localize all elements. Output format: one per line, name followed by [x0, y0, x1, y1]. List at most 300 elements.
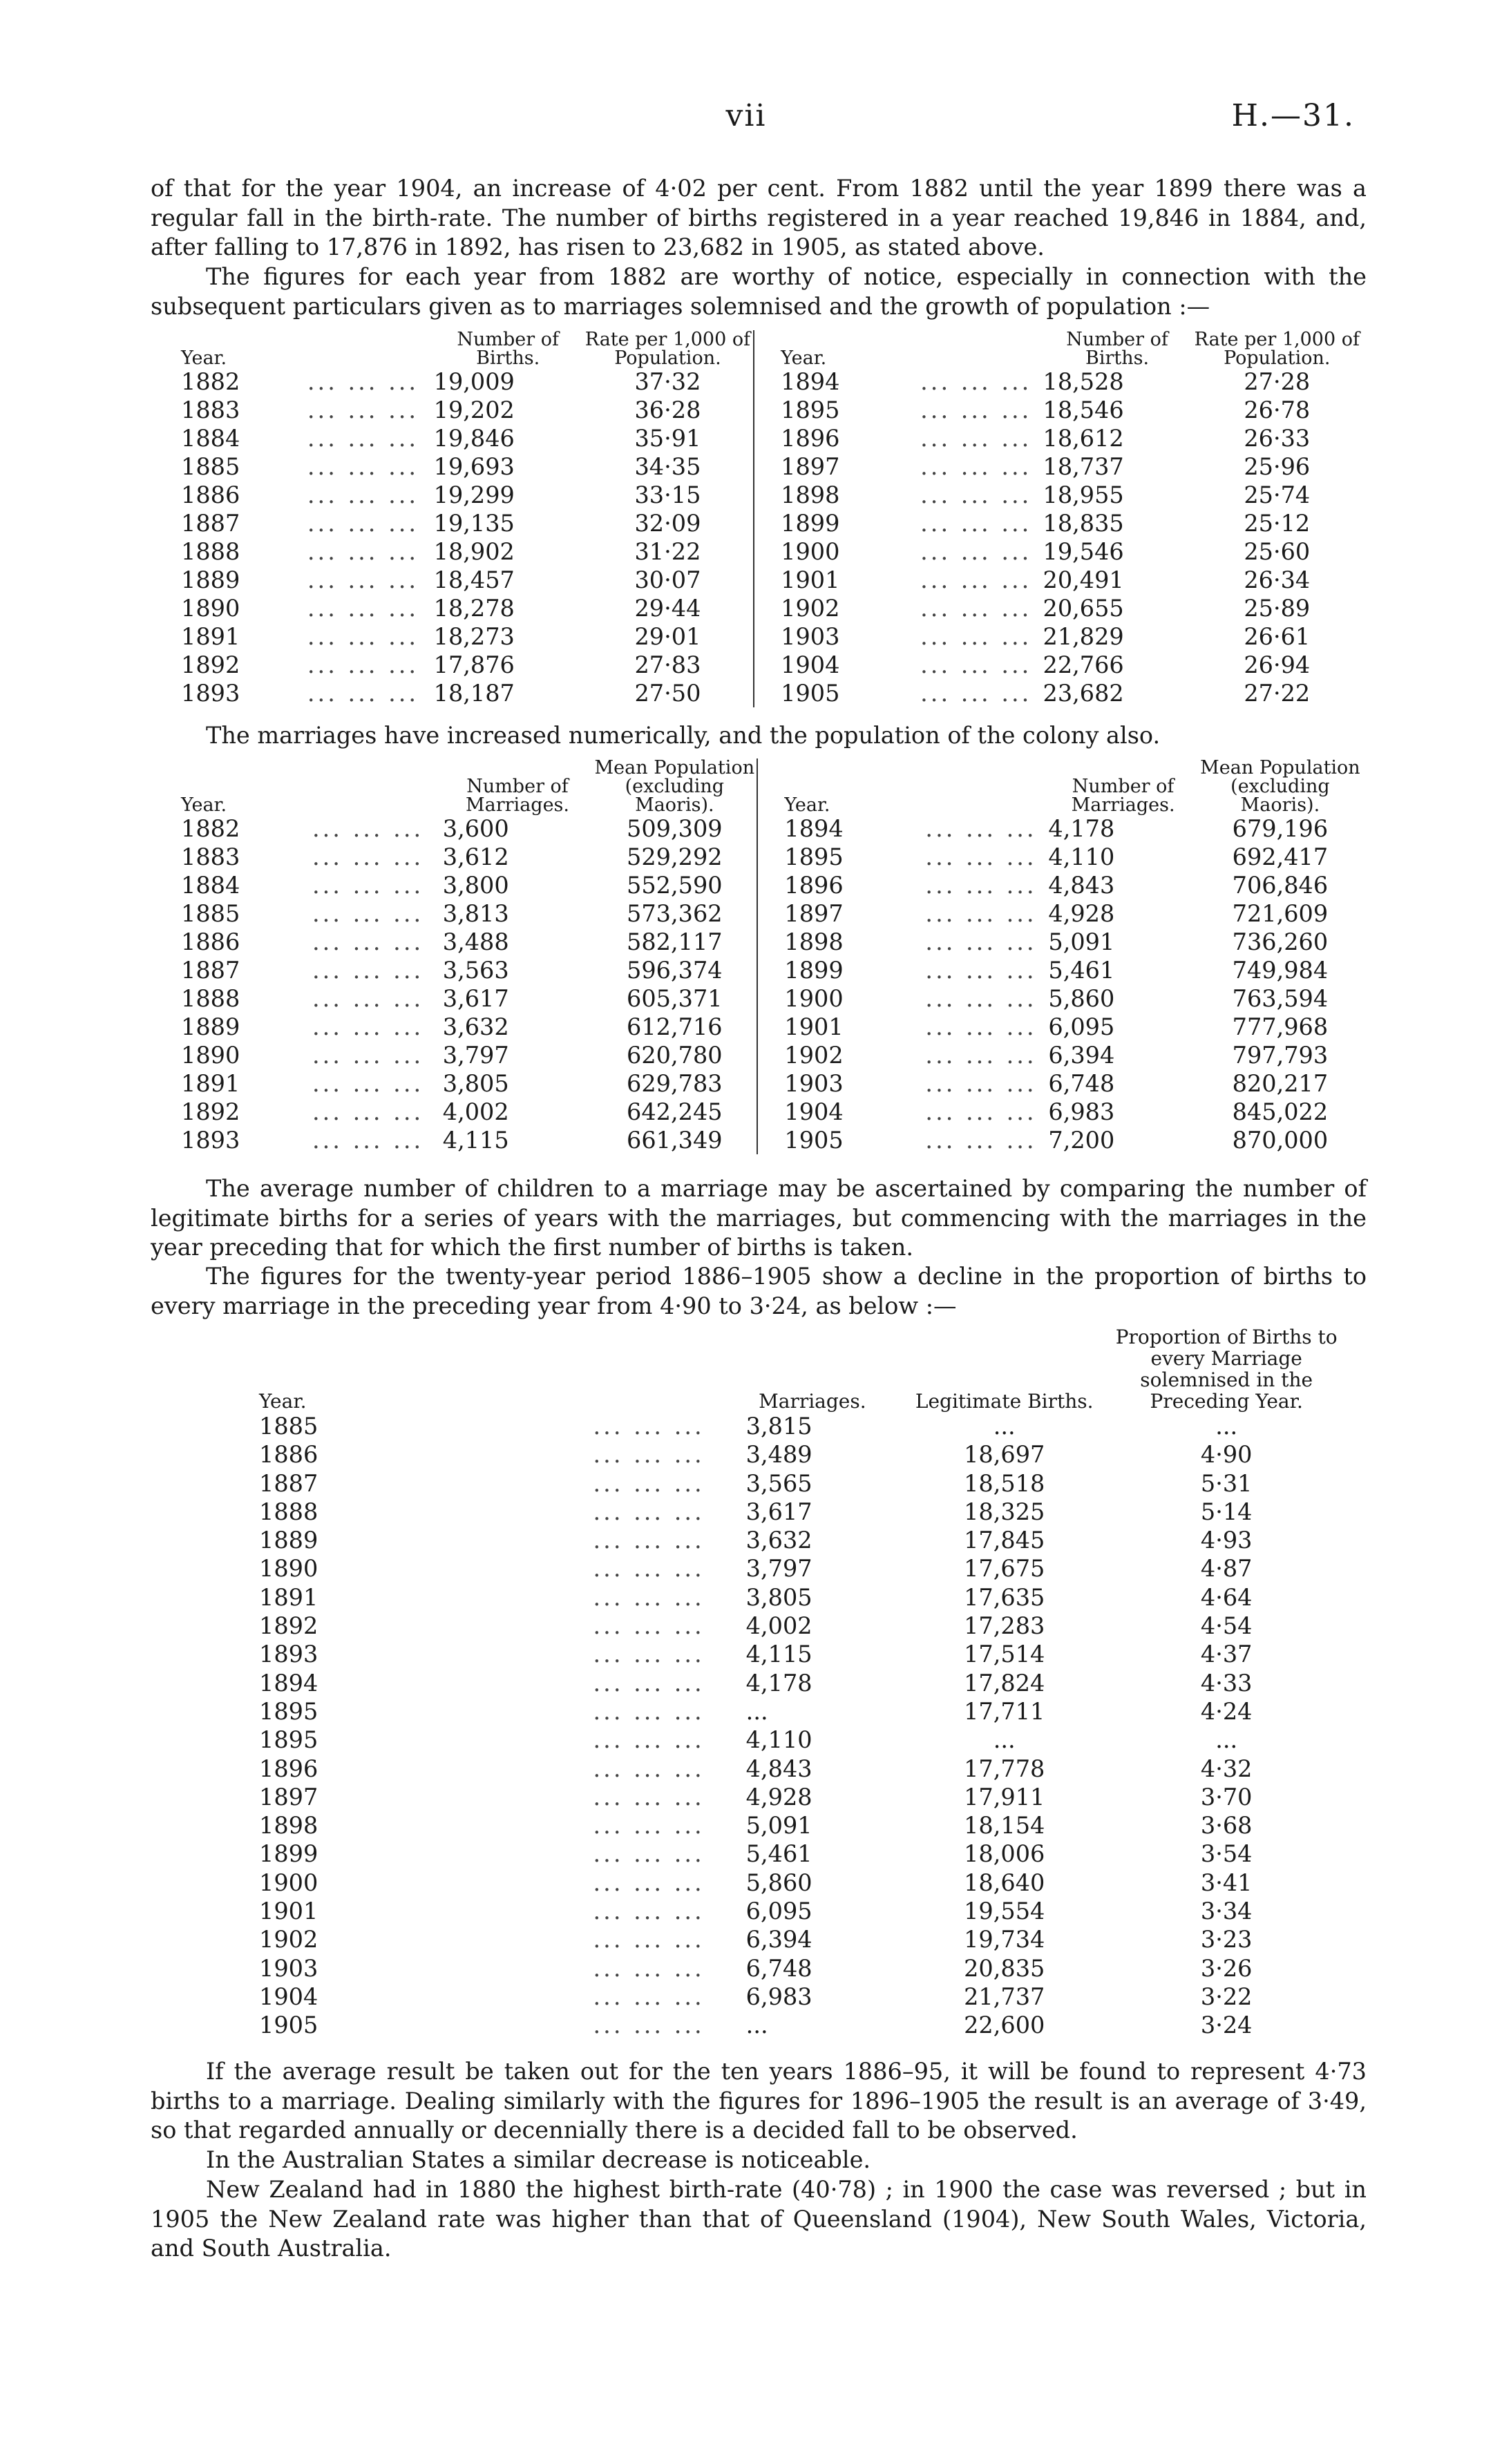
leader-dots: ... ... ... [920, 481, 1032, 508]
proportion-cell: 5·31 [1200, 1469, 1253, 1497]
year-cell: 1898 [259, 1812, 318, 1840]
rate-cell: 26·78 [1244, 397, 1311, 423]
births-cell: 22,766 [1043, 651, 1124, 678]
table-row [181, 594, 1362, 622]
header-year: Year. [181, 794, 227, 816]
marriages-cell: 4,843 [745, 1755, 812, 1782]
year-cell: 1882 [181, 368, 240, 395]
table-row [259, 1983, 1351, 2011]
leader-dots: ... ... ... [593, 1898, 705, 1925]
year-cell: 1885 [181, 453, 240, 480]
table-row [259, 1697, 1351, 1726]
year-cell: 1887 [181, 957, 240, 984]
table-row [259, 1612, 1351, 1640]
year-cell: 1899 [259, 1840, 318, 1868]
rate-cell: 34·35 [634, 453, 701, 480]
births-cell: 20,835 [964, 1954, 1045, 1982]
population-cell: 777,968 [1232, 1013, 1329, 1040]
leader-dots: ... ... ... [307, 368, 419, 395]
marriages-cell: 4,115 [745, 1641, 812, 1668]
proportion-table [259, 1326, 1351, 2040]
year-cell: 1903 [757, 1069, 913, 1098]
births-cell: 18,835 [1043, 510, 1124, 537]
year-cell: 1892 [181, 651, 240, 678]
leader-dots: ... ... ... [307, 510, 419, 537]
leader-dots: ... ... ... [920, 368, 1032, 395]
table-row [259, 1840, 1351, 1868]
year-cell: 1885 [181, 900, 240, 927]
table-row [181, 396, 1362, 424]
births-cell: ... [993, 1726, 1016, 1754]
births-cell: 20,491 [1043, 566, 1124, 593]
leader-dots: ... ... ... [593, 1812, 705, 1840]
year-cell: 1883 [181, 843, 240, 870]
rate-cell: 30·07 [634, 566, 701, 593]
year-cell: 1895 [259, 1726, 318, 1754]
header-rate: Rate per 1,000 of Population. [584, 329, 751, 369]
population-cell: 582,117 [627, 928, 723, 955]
proportion-cell: 5·14 [1200, 1498, 1253, 1525]
rate-cell: 25·60 [1244, 538, 1311, 565]
leader-dots: ... ... ... [307, 538, 419, 565]
year-cell: 1887 [259, 1469, 318, 1497]
population-cell: 596,374 [627, 957, 723, 984]
table-row [259, 1726, 1351, 1754]
births-cell: 18,518 [964, 1469, 1045, 1497]
leader-dots: ... ... ... [920, 595, 1032, 622]
marriages-cell: 5,461 [1048, 957, 1115, 984]
year-cell: 1886 [181, 481, 240, 508]
marriages-cell: 3,797 [442, 1042, 509, 1069]
year-cell: 1897 [754, 452, 909, 481]
leader-dots: ... ... ... [925, 957, 1037, 984]
table-row [181, 481, 1362, 509]
proportion-cell: 4·33 [1200, 1669, 1253, 1697]
leader-dots: ... ... ... [920, 566, 1032, 593]
leader-dots: ... ... ... [307, 397, 419, 423]
births-cell: 18,528 [1043, 368, 1124, 395]
leader-dots: ... ... ... [920, 538, 1032, 565]
births-cell: 17,635 [964, 1583, 1045, 1611]
births-cell: 19,546 [1043, 538, 1124, 565]
proportion-cell: 3·41 [1200, 1869, 1253, 1896]
proportion-cell: 3·70 [1200, 1783, 1253, 1811]
header-births-right: Number of Births. [1066, 329, 1168, 369]
births-cell: 18,612 [1043, 425, 1124, 452]
births-cell: 17,876 [433, 651, 515, 678]
rate-cell: 26·94 [1244, 651, 1311, 678]
marriages-cell: 7,200 [1048, 1127, 1115, 1154]
leader-dots: ... ... ... [593, 1612, 705, 1640]
marriages-cell: ... [745, 2012, 768, 2039]
marriages-cell: 3,488 [442, 928, 509, 955]
paragraph-3: The marriages have increased numerically, and the population of the colony also. [206, 722, 1161, 749]
year-cell: 1896 [757, 871, 913, 899]
year-cell: 1882 [181, 815, 240, 842]
population-cell: 870,000 [1232, 1127, 1329, 1154]
leader-dots: ... ... ... [307, 680, 419, 707]
births-cell: 17,283 [964, 1612, 1045, 1640]
year-cell: 1896 [259, 1755, 318, 1782]
rate-cell: 27·22 [1244, 680, 1311, 707]
marriages-cell: ... [745, 1697, 768, 1725]
table-row [259, 1869, 1351, 1897]
table-row [181, 843, 1362, 871]
document-reference: H.—31. [1231, 98, 1355, 133]
marriages-cell: 4,002 [442, 1098, 509, 1125]
births-cell: 19,009 [433, 368, 515, 395]
rate-cell: 25·96 [1244, 453, 1311, 480]
table-row [259, 1498, 1351, 1526]
header-leader [292, 330, 433, 367]
table-row [259, 2011, 1351, 2039]
table-row [259, 1755, 1351, 1783]
year-cell: 1905 [259, 2012, 318, 2039]
year-cell: 1886 [259, 1441, 318, 1469]
leader-dots: ... ... ... [307, 651, 419, 678]
leader-dots: ... ... ... [312, 1013, 424, 1040]
paragraph-7: In the Australian States a similar decrease is noticeable. [206, 2146, 871, 2173]
table-row [259, 1440, 1351, 1469]
births-cell: 19,299 [433, 481, 515, 508]
births-table [181, 330, 1362, 707]
leader-dots: ... ... ... [593, 2012, 705, 2039]
proportion-cell: 4·37 [1200, 1641, 1253, 1668]
table-row [181, 679, 1362, 707]
leader-dots: ... ... ... [593, 1697, 705, 1725]
year-cell: 1888 [259, 1498, 318, 1525]
leader-dots: ... ... ... [920, 680, 1032, 707]
leader-dots: ... ... ... [925, 815, 1037, 842]
marriages-cell: 3,612 [442, 843, 509, 870]
marriages-cell: 4,178 [745, 1669, 812, 1697]
year-cell: 1900 [754, 537, 909, 566]
leader-dots: ... ... ... [920, 425, 1032, 452]
year-cell: 1902 [757, 1041, 913, 1069]
leader-dots: ... ... ... [593, 1983, 705, 2010]
births-cell: 17,824 [964, 1669, 1045, 1697]
year-cell: 1897 [259, 1783, 318, 1811]
births-cell: ... [993, 1413, 1016, 1440]
table-row [259, 1469, 1351, 1498]
year-cell: 1902 [754, 594, 909, 622]
marriages-cell: 5,860 [1048, 985, 1115, 1012]
header-year-right: Year. [757, 758, 913, 814]
proportion-cell: 4·93 [1200, 1527, 1253, 1554]
year-cell: 1885 [259, 1413, 318, 1440]
year-cell: 1889 [181, 566, 240, 593]
population-cell: 692,417 [1232, 843, 1329, 870]
paragraph-4: The average number of children to a marriage may be ascertained by comparing the number of legitimate births for a series of years with the marriages, but commencing with the marriages in the year preceding that for which the first number of births is taken. [151, 1175, 1367, 1261]
proportion-cell: 3·34 [1200, 1898, 1253, 1925]
proportion-cell: ... [1215, 1726, 1238, 1754]
header-leader-right [914, 758, 1049, 814]
marriages-cell: 3,600 [442, 815, 509, 842]
year-cell: 1901 [259, 1898, 318, 1925]
leader-dots: ... ... ... [925, 985, 1037, 1012]
leader-dots: ... ... ... [307, 481, 419, 508]
year-cell: 1890 [181, 1042, 240, 1069]
year-cell: 1892 [181, 1098, 240, 1125]
year-cell: 1903 [259, 1954, 318, 1982]
population-cell: 749,984 [1232, 957, 1329, 984]
header-population-right: Mean Population (excluding Maoris). [1200, 757, 1360, 816]
leader-dots: ... ... ... [312, 957, 424, 984]
rate-cell: 26·33 [1244, 425, 1311, 452]
header-marriages-right: Number of Marriages. [1071, 776, 1175, 816]
proportion-cell: 3·54 [1200, 1840, 1253, 1868]
marriages-cell: 4,928 [1048, 900, 1115, 927]
header-year: Year. [181, 347, 227, 369]
marriages-cell: 4,178 [1048, 815, 1115, 842]
leader-dots: ... ... ... [312, 985, 424, 1012]
year-cell: 1884 [181, 872, 240, 899]
births-cell: 17,911 [964, 1783, 1045, 1811]
leader-dots: ... ... ... [925, 1127, 1037, 1154]
births-cell: 17,514 [964, 1641, 1045, 1668]
population-cell: 529,292 [627, 843, 723, 870]
births-cell: 20,655 [1043, 595, 1124, 622]
rate-cell: 25·89 [1244, 595, 1311, 622]
leader-dots: ... ... ... [920, 510, 1032, 537]
leader-dots: ... ... ... [312, 815, 424, 842]
table-row [181, 984, 1362, 1013]
leader-dots: ... ... ... [593, 1498, 705, 1525]
population-cell: 552,590 [627, 872, 723, 899]
year-cell: 1901 [757, 1013, 913, 1041]
page-number: vii [725, 98, 767, 133]
paragraph-8: New Zealand had in 1880 the highest birth-rate (40·78) ; in 1900 the case was reversed ; but in 1905 the New Zealand rate was higher than that of Queensland (1904), New South Wales, Victoria, and South Australia. [151, 2176, 1367, 2262]
marriages-cell: 6,095 [1048, 1013, 1115, 1040]
proportion-cell: 3·26 [1200, 1954, 1253, 1982]
rate-cell: 37·32 [634, 368, 701, 395]
population-cell: 797,793 [1232, 1042, 1329, 1069]
year-cell: 1904 [757, 1098, 913, 1126]
marriages-cell: 4,115 [442, 1127, 509, 1154]
births-cell: 19,202 [433, 397, 515, 423]
marriages-cell: 3,815 [745, 1413, 812, 1440]
leader-dots: ... ... ... [925, 872, 1037, 899]
year-cell: 1893 [181, 680, 240, 707]
births-cell: 21,737 [964, 1983, 1045, 2010]
paragraph-2: The figures for each year from 1882 are worthy of notice, especially in connection with the subsequent particulars given as to marriages solemnised and the growth of population :— [151, 263, 1367, 320]
table-row [259, 1811, 1351, 1840]
leader-dots: ... ... ... [307, 566, 419, 593]
table-row [181, 928, 1362, 956]
leader-dots: ... ... ... [312, 1070, 424, 1097]
year-cell: 1903 [754, 622, 909, 651]
leader-dots: ... ... ... [593, 1641, 705, 1668]
proportion-cell: 4·24 [1200, 1697, 1253, 1725]
table-row [181, 871, 1362, 899]
leader-dots: ... ... ... [593, 1441, 705, 1469]
year-cell: 1894 [259, 1669, 318, 1697]
paragraph-6: If the average result be taken out for the ten years 1886–95, it will be found to represent 4·73 births to a marriage. Dealing similarly with the figures for 1896–1905 the result is an average of 3·49, so that regarded annually or decennially there is a decided fall to be observed. [151, 2058, 1367, 2143]
leader-dots: ... ... ... [312, 1127, 424, 1154]
leader-dots: ... ... ... [312, 843, 424, 870]
leader-dots: ... ... ... [925, 1098, 1037, 1125]
leader-dots: ... ... ... [593, 1840, 705, 1868]
population-cell: 820,217 [1232, 1070, 1329, 1097]
year-cell: 1894 [757, 814, 913, 843]
marriages-cell: 3,617 [442, 985, 509, 1012]
paragraph-1: of that for the year 1904, an increase of 4·02 per cent. From 1882 until the year 1899 there was a regular fall in the birth-rate. The number of births registered in a year reached 19,846 in 1884, and, after falling to 17,876 in 1892, has risen to 23,682 in 1905, as stated above. [151, 175, 1367, 260]
leader-dots: ... ... ... [307, 623, 419, 650]
table-row [259, 1640, 1351, 1668]
marriages-cell: 3,632 [442, 1013, 509, 1040]
proportion-cell: 3·22 [1200, 1983, 1253, 2010]
table-row [181, 1041, 1362, 1069]
births-cell: 19,734 [964, 1926, 1045, 1954]
births-cell: 18,640 [964, 1869, 1045, 1896]
table-row [181, 566, 1362, 594]
marriages-cell: 3,805 [745, 1583, 812, 1611]
header-births: Number of Births. [457, 329, 559, 369]
births-cell: 18,273 [433, 623, 515, 650]
births-cell: 19,693 [433, 453, 515, 480]
population-cell: 620,780 [627, 1042, 723, 1069]
header-leader-right [909, 330, 1043, 367]
header-year-right: Year. [754, 330, 909, 367]
marriages-cell: 5,091 [745, 1812, 812, 1840]
marriages-cell: 4,110 [1048, 843, 1115, 870]
population-cell: 605,371 [627, 985, 723, 1012]
marriages-cell: 4,843 [1048, 872, 1115, 899]
leader-dots: ... ... ... [593, 1469, 705, 1497]
leader-dots: ... ... ... [312, 1042, 424, 1069]
marriages-cell: 5,461 [745, 1840, 812, 1868]
year-cell: 1884 [181, 425, 240, 452]
year-cell: 1899 [757, 956, 913, 984]
proportion-cell: 4·32 [1200, 1755, 1253, 1782]
leader-dots: ... ... ... [593, 1869, 705, 1896]
leader-dots: ... ... ... [920, 453, 1032, 480]
year-cell: 1893 [259, 1641, 318, 1668]
population-cell: 845,022 [1232, 1098, 1329, 1125]
year-cell: 1895 [259, 1697, 318, 1725]
marriages-table [181, 758, 1362, 1154]
year-cell: 1904 [754, 651, 909, 679]
table-row [181, 1098, 1362, 1126]
rate-cell: 25·12 [1244, 510, 1311, 537]
rate-cell: 32·09 [634, 510, 701, 537]
header-legitimate-births: Legitimate Births. [915, 1390, 1094, 1413]
table-row [259, 1925, 1351, 1954]
births-cell: 18,325 [964, 1498, 1045, 1525]
leader-dots: ... ... ... [312, 900, 424, 927]
proportion-cell: 4·64 [1200, 1583, 1253, 1611]
leader-dots: ... ... ... [593, 1755, 705, 1782]
births-cell: 18,955 [1043, 481, 1124, 508]
population-cell: 509,309 [627, 815, 723, 842]
leader-dots: ... ... ... [920, 397, 1032, 423]
leader-dots: ... ... ... [593, 1555, 705, 1583]
proportion-cell: 4·54 [1200, 1612, 1253, 1640]
proportion-cell: ... [1215, 1413, 1238, 1440]
table-row [259, 1954, 1351, 1983]
leader-dots: ... ... ... [312, 872, 424, 899]
year-cell: 1894 [754, 367, 909, 396]
table-row [181, 814, 1362, 843]
rate-cell: 26·61 [1244, 623, 1311, 650]
year-cell: 1902 [259, 1926, 318, 1954]
table-row [181, 509, 1362, 537]
year-cell: 1896 [754, 424, 909, 452]
year-cell: 1905 [754, 679, 909, 707]
header-rate-right: Rate per 1,000 of Population. [1194, 329, 1360, 369]
leader-dots: ... ... ... [593, 1413, 705, 1440]
year-cell: 1892 [259, 1612, 318, 1640]
leader-dots: ... ... ... [307, 453, 419, 480]
table-row [181, 367, 1362, 396]
rate-cell: 27·50 [634, 680, 701, 707]
leader-dots: ... ... ... [920, 623, 1032, 650]
year-cell: 1891 [181, 1070, 240, 1097]
table-row [181, 622, 1362, 651]
year-cell: 1890 [181, 595, 240, 622]
births-cell: 19,554 [964, 1898, 1045, 1925]
leader-dots: ... ... ... [925, 1042, 1037, 1069]
rate-cell: 31·22 [634, 538, 701, 565]
marriages-cell: 3,632 [745, 1527, 812, 1554]
births-cell: 17,778 [964, 1755, 1045, 1782]
proportion-cell: 3·24 [1200, 2012, 1253, 2039]
header-leader [394, 1326, 719, 1412]
year-cell: 1897 [757, 899, 913, 928]
table-row [181, 537, 1362, 566]
marriages-cell: 6,983 [1048, 1098, 1115, 1125]
table-row [181, 452, 1362, 481]
rate-cell: 25·74 [1244, 481, 1311, 508]
year-cell: 1901 [754, 566, 909, 594]
marriages-cell: 6,983 [745, 1983, 812, 2010]
year-cell: 1898 [754, 481, 909, 509]
leader-dots: ... ... ... [593, 1954, 705, 1982]
table-row [181, 651, 1362, 679]
year-cell: 1891 [259, 1583, 318, 1611]
rate-cell: 36·28 [634, 397, 701, 423]
year-cell: 1899 [754, 509, 909, 537]
table-row [259, 1412, 1351, 1440]
population-cell: 679,196 [1232, 815, 1329, 842]
marriages-cell: 6,748 [1048, 1070, 1115, 1097]
header-proportion: Proportion of Births to every Marriage solemnised in the Preceding Year. [1115, 1326, 1338, 1413]
rate-cell: 27·83 [634, 651, 701, 678]
births-cell: 23,682 [1043, 680, 1124, 707]
leader-dots: ... ... ... [593, 1783, 705, 1811]
leader-dots: ... ... ... [925, 900, 1037, 927]
year-cell: 1889 [181, 1013, 240, 1040]
year-cell: 1895 [754, 396, 909, 424]
births-cell: 18,697 [964, 1441, 1045, 1469]
table-row [181, 1126, 1362, 1154]
leader-dots: ... ... ... [312, 928, 424, 955]
table-row [259, 1583, 1351, 1612]
rate-cell: 35·91 [634, 425, 701, 452]
population-cell: 629,783 [627, 1070, 723, 1097]
population-cell: 721,609 [1232, 900, 1329, 927]
births-cell: 18,546 [1043, 397, 1124, 423]
rate-cell: 26·34 [1244, 566, 1311, 593]
population-cell: 642,245 [627, 1098, 723, 1125]
marriages-cell: 6,095 [745, 1898, 812, 1925]
proportion-cell: 4·87 [1200, 1555, 1253, 1583]
marriages-cell: 6,394 [1048, 1042, 1115, 1069]
population-cell: 763,594 [1232, 985, 1329, 1012]
population-cell: 612,716 [627, 1013, 723, 1040]
table-row [181, 899, 1362, 928]
year-cell: 1893 [181, 1127, 240, 1154]
